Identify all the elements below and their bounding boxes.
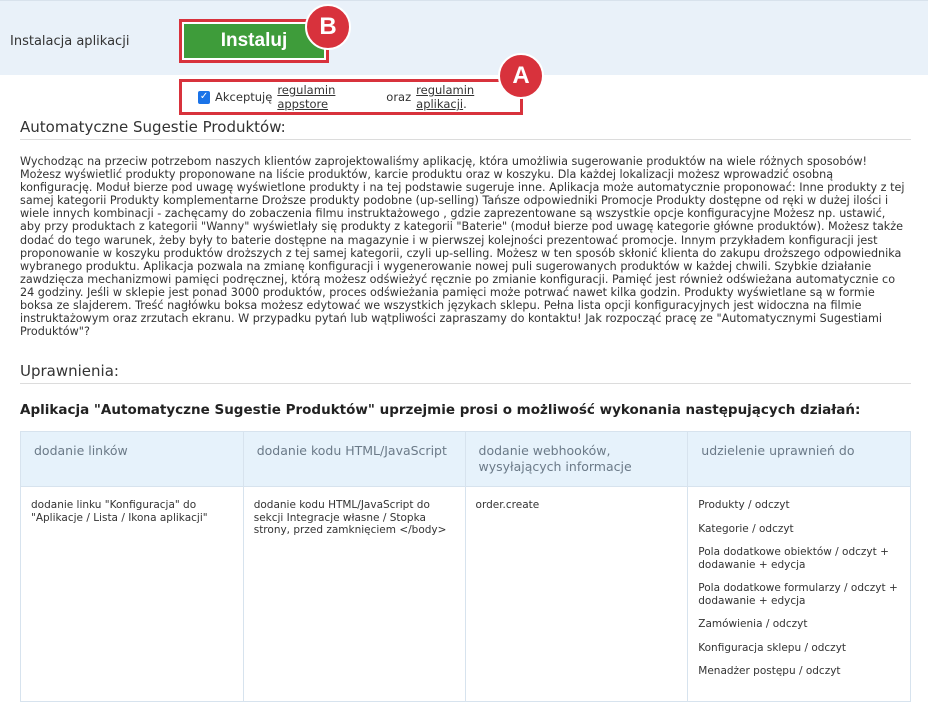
- app-description: Wychodząc na przeciw potrzebom naszych klientów zaprojektowaliśmy aplikację, która umożliwia sugerowanie produktów na wiele różnych sposobów! Możesz wyświetlić produkty proponowane na liście produktów, karcie produktu oraz w koszyku. Dla każdej lokalizacji możesz wprowadzić osobną konfigurację. Moduł bierze pod uwagę wyświetlone produkty i na tej podstawie sugeruje inne. Aplikacja może automatycznie proponować: Inne produkty z tej samej kategorii Produkty komplementarne Droższe produkty podobne (up-selling) Tańsze odpowiedniki Promocje Produkty dostępne od ręki w dużej ilości i wiele innych kombinacji - zachęcamy do zobaczenia filmu instruktażowego , gdzie zaprezentowane są wszystkie opcje konfiguracyjne Możesz np. ustawić, aby przy produktach z kategorii "Wanny" wyświetlały się produkty z kategorii "Baterie" (moduł bierze pod uwagę kategorie główne produktów). Możesz także dodać do tego warunek, żeby były to baterie dostępne na magazynie i w pierwszej kolejności prezentować promocje. Innym przykładem konfiguracji jest proponowanie w koszyku produktów droższych z tej samej kategorii, czyli up-selling. Możesz w ten sposób skłonić klienta do zakupu droższego odpowiednika wybranego produktu. Aplikacja pozwala na zmianę konfiguracji i wygenerowanie nowej puli sugerowanych produktów w każdej chwili. Szybkie działanie zawdzięcza mechanizmowi pamięci podręcznej, którą możesz odświeżyć ręcznie po zmianie konfiguracji. Pamięć jest również odświeżana automatycznie co 24 godziny. Jeśli w sklepie jest ponad 3000 produktów, proces odświeżania pamięci może potrwać nawet kilka godzin. Produkty wyświetlane są w formie boksa ze slajderem. Treść nagłówku boksa możesz edytować we wszystkich językach sklepu. Pełna lista opcji konfiguracyjnych jest widoczna na filmie instruktażowym oraz zrzutach ekranu. W przypadku pytań lub wątpliwości zapraszamy do kontaktu! Jak rozpocząć pracę ze "Automatycznymi Sugestiami Produktów"?: [20, 155, 905, 339]
- install-label: Instalacja aplikacji: [10, 34, 130, 49]
- app-title: Automatyczne Sugestie Produktów:: [20, 118, 286, 136]
- annotation-badge-a: A: [498, 53, 544, 99]
- column-header-webhooks: dodanie webhooków, wysyłających informacje: [465, 432, 688, 487]
- install-bar: [0, 0, 928, 75]
- cell-links: dodanie linku "Konfiguracja" do "Aplikacje / Lista / Ikona aplikacji": [21, 487, 244, 702]
- grant-item-orders: Zamówienia / odczyt: [698, 618, 808, 630]
- annotation-badge-b: B: [305, 4, 351, 50]
- grant-item-products: Produkty / odczyt: [698, 499, 790, 511]
- cell-webhooks: order.create: [465, 487, 688, 702]
- permissions-header-row: [21, 432, 911, 487]
- permissions-row: [21, 487, 911, 702]
- permissions-title-divider: [20, 383, 911, 384]
- accept-terms-middle: oraz: [386, 90, 412, 104]
- accept-terms-suffix: .: [463, 97, 467, 111]
- grant-item-form-fields: Pola dodatkowe formularzy / odczyt + dodawanie + edycja: [698, 582, 898, 607]
- grant-item-object-fields: Pola dodatkowe obiektów / odczyt + dodawanie + edycja: [698, 546, 889, 571]
- column-header-grants: udzielenie uprawnień do: [688, 432, 911, 487]
- install-button[interactable]: Instaluj: [184, 24, 324, 58]
- accept-terms-prefix: Akceptuję: [215, 90, 273, 104]
- cell-html-js: dodanie kodu HTML/JavaScript do sekcji Integracje własne / Stopka strony, przed zamknięciem </body>: [243, 487, 465, 702]
- grant-item-shop-config: Konfiguracja sklepu / odczyt: [698, 641, 847, 654]
- column-header-html-js: dodanie kodu HTML/JavaScript: [243, 432, 465, 487]
- accept-terms-highlight: [179, 79, 523, 115]
- permissions-title: Uprawnienia:: [20, 362, 119, 380]
- grant-item-categories: Kategorie / odczyt: [698, 522, 794, 535]
- app-title-divider: [20, 139, 911, 140]
- cell-grants: [688, 487, 911, 702]
- permissions-heading: Aplikacja "Automatyczne Sugestie Produktów" uprzejmie prosi o możliwość wykonania następujących działań:: [20, 402, 861, 418]
- permissions-table: [20, 431, 911, 702]
- column-header-links: dodanie linków: [21, 432, 244, 487]
- grants-list: [698, 499, 900, 678]
- appstore-terms-link[interactable]: regulamin appstore: [277, 83, 336, 111]
- app-terms-link[interactable]: regulamin aplikacji: [416, 83, 475, 111]
- accept-terms-checkbox[interactable]: ✓: [199, 91, 209, 102]
- grant-item-progress-manager: Menadżer postępu / odczyt: [698, 665, 841, 677]
